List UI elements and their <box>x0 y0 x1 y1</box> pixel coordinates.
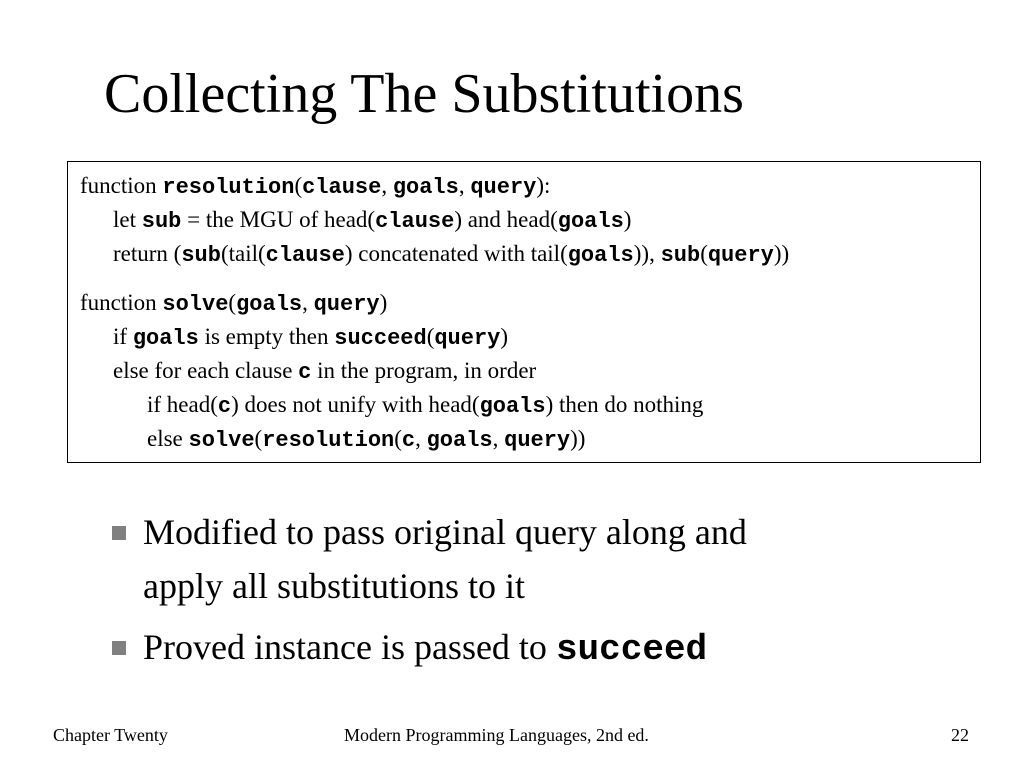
code-identifier: goals <box>567 243 634 268</box>
bullet-2-text: Proved instance is passed to <box>143 627 556 667</box>
bullet-1-line-2: apply all substitutions to it <box>143 566 526 606</box>
code-text: , <box>415 426 427 451</box>
code-text: ( <box>426 324 435 349</box>
code-text: return ( <box>113 241 182 266</box>
footer-chapter: Chapter Twenty <box>53 725 168 745</box>
code-identifier: sub <box>660 243 701 268</box>
footer-book-title: Modern Programming Languages, 2nd ed. <box>344 725 649 745</box>
code-text: , <box>381 173 393 198</box>
code-text: else <box>147 426 189 451</box>
code-text: , <box>302 290 314 315</box>
bullet-2-code: succeed <box>555 629 708 670</box>
code-identifier: c <box>298 360 312 385</box>
code-identifier: solve <box>188 428 255 453</box>
bullet-marker-2 <box>112 641 126 655</box>
code-identifier: sub <box>141 209 182 234</box>
code-line-2 <box>113 206 631 236</box>
code-line-4 <box>80 289 387 319</box>
code-text: function <box>80 173 163 198</box>
code-identifier: query <box>470 175 537 200</box>
code-text: ) then do nothing <box>545 392 704 417</box>
code-line-3 <box>113 240 789 270</box>
code-identifier: query <box>504 428 571 453</box>
code-identifier: goals <box>426 428 493 453</box>
code-text: ) and head( <box>454 207 558 232</box>
code-text: ( <box>254 426 263 451</box>
bullet-2 <box>143 622 707 675</box>
code-identifier: clause <box>302 175 382 200</box>
code-identifier: c <box>217 394 232 419</box>
code-box <box>67 161 981 463</box>
code-line-8 <box>147 425 585 455</box>
code-text: (tail( <box>220 241 266 266</box>
code-identifier: resolution <box>162 175 295 200</box>
footer-page-number: 22 <box>951 725 969 745</box>
code-text: )) <box>570 426 586 451</box>
code-text: ): <box>536 173 551 198</box>
code-text: = the MGU of head( <box>181 207 376 232</box>
code-identifier: succeed <box>334 326 427 351</box>
code-identifier: goals <box>392 175 459 200</box>
code-text: ) <box>379 290 388 315</box>
code-identifier: query <box>707 243 774 268</box>
code-identifier: goals <box>557 209 624 234</box>
code-identifier: goals <box>479 394 546 419</box>
code-identifier: resolution <box>262 428 395 453</box>
code-text: else for each clause <box>113 358 299 383</box>
code-text: , <box>492 426 505 451</box>
code-text: ( <box>294 173 303 198</box>
code-text: )) <box>773 241 790 266</box>
code-identifier: query <box>313 292 380 317</box>
code-text: function <box>80 290 163 315</box>
code-text: is empty then <box>198 324 335 349</box>
code-text: ( <box>228 290 237 315</box>
code-text: ( <box>394 426 402 451</box>
code-text: ) <box>623 207 632 232</box>
code-identifier: sub <box>181 243 221 268</box>
code-text: )), <box>633 241 661 266</box>
code-line-1 <box>80 172 550 202</box>
code-text: ( <box>700 241 708 266</box>
slide-title: Collecting The Substitutions <box>104 63 744 125</box>
code-identifier: query <box>434 326 501 351</box>
code-line-5 <box>113 323 508 353</box>
code-identifier: solve <box>162 292 229 317</box>
code-line-7 <box>147 391 703 421</box>
code-identifier: c <box>401 428 416 453</box>
code-identifier: goals <box>236 292 303 317</box>
code-text: ) concatenated with tail( <box>344 241 568 266</box>
code-text: , <box>458 173 471 198</box>
code-identifier: goals <box>132 326 199 351</box>
code-text: if head( <box>147 392 218 417</box>
code-text: let <box>113 207 142 232</box>
code-line-6 <box>113 357 536 387</box>
code-text: ) <box>500 324 509 349</box>
code-text: in the program, in order <box>311 358 537 383</box>
bullet-marker-1 <box>112 526 126 540</box>
code-text: ) does not unify with head( <box>231 392 480 417</box>
code-identifier: clause <box>265 243 345 268</box>
bullet-1-line-1: Modified to pass original query along and <box>143 512 747 552</box>
code-identifier: clause <box>375 209 455 234</box>
code-text: if <box>113 324 133 349</box>
